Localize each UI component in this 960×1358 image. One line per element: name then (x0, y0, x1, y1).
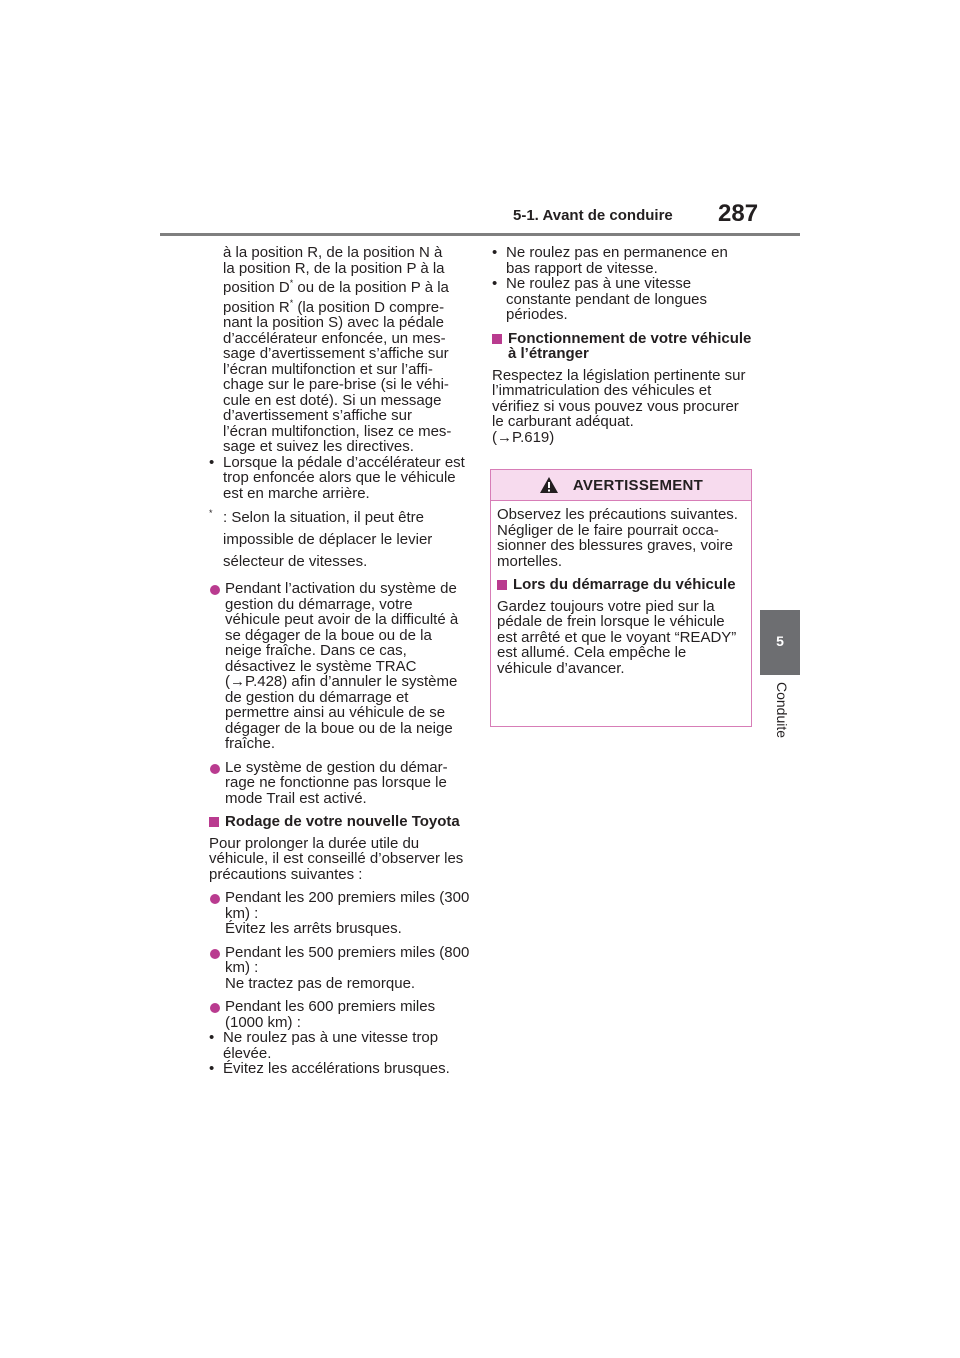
chapter-number: 5 (776, 633, 784, 649)
warning-consequence: Négliger de le faire pourrait occasionner des blessures graves, voire mortelles. (497, 521, 733, 570)
footnote-text: : Selon la situation, il peut être impossible de déplacer le levier sélecteur de vitesses. (223, 509, 433, 570)
list-item (209, 760, 471, 807)
page-number: 287 (718, 200, 759, 227)
square-bullet-icon (209, 817, 219, 827)
dash-item-text: Évitez les accélérations brusques. (223, 1060, 450, 1077)
bullet-dot-icon (210, 585, 220, 595)
heading-text: Lors du démarrage du véhicule (513, 576, 736, 593)
dash-item-text: Ne roulez pas en permanence en bas rapport de vitesse. (506, 244, 728, 277)
left-column (209, 245, 471, 1077)
warning-triangle-icon (539, 476, 559, 494)
chapter-tab[interactable] (760, 610, 800, 672)
dash-item-text: Ne roulez pas à une vitesse trop élevée. (223, 1029, 439, 1062)
bullet-dot-icon (210, 764, 220, 774)
list-item (209, 945, 471, 992)
bullet-mark: • (209, 1029, 215, 1046)
dash-item-text: Lorsque la pédale d’accélérateur est trop enfoncée alors que le véhicule est en marche arrière. (223, 453, 465, 502)
text-line: à la position R, de la position N à (223, 244, 443, 261)
list-item (209, 581, 471, 752)
heading-text: Rodage de votre nouvelle Toyota (225, 813, 460, 830)
text-line: la position R, de la position P à la (223, 259, 445, 277)
warning-body (491, 501, 751, 676)
text-line (223, 280, 471, 296)
text-fragment: position R (223, 298, 290, 316)
section-heading (492, 331, 754, 362)
text-line: cule en est doté). Si un message (223, 391, 442, 409)
dash-list-item (209, 1061, 471, 1077)
heading-text: Fonctionnement de votre véhicule à l’étranger (508, 329, 752, 362)
bullet-dot-icon (210, 894, 220, 904)
bullet-dot-icon (210, 1003, 220, 1013)
chapter-rule (760, 672, 800, 675)
section-heading (209, 814, 471, 830)
continued-paragraph (209, 245, 471, 455)
list-item (209, 890, 471, 937)
chapter-label: Conduite (774, 682, 790, 739)
text-line (223, 297, 471, 316)
square-bullet-icon (492, 334, 502, 344)
bullet-mark: • (209, 1060, 215, 1077)
page-reference[interactable]: (→P.619) (492, 428, 555, 446)
warning-intro: Observez les précautions suivantes. (497, 506, 738, 523)
list-item-text: Pendant l’activation du système de gestion du démarrage, votre véhicule peut avoir de la difficulté à se dégager de la boue ou de la neige fraîche. Dans ce cas, désactivez le système TRAC (→P.428) afin d’annuler le système de gestion du démarrage et permettre ainsi au véhicule de se dégager de la boue ou de la neige fraîche. (225, 580, 459, 752)
right-column (492, 245, 754, 445)
list-item-text: Le système de gestion du démarrage ne fonctionne pas lorsque le mode Trail est activé. (225, 758, 448, 807)
paragraph: Pour prolonger la durée utile du véhicule, il est conseillé d’observer les précautions suivantes : (209, 834, 464, 883)
text-fragment: position D (223, 279, 290, 296)
asterisk: * (289, 278, 294, 288)
dash-list-item (492, 245, 754, 276)
asterisk: * (209, 508, 213, 518)
list-item-title: Pendant les 600 premiers miles (1000 km) : (225, 998, 436, 1031)
dash-list-item (209, 455, 471, 502)
bullet-mark: • (492, 275, 498, 292)
list-item-text: Ne tractez pas de remorque. (225, 974, 416, 992)
text-line: l’écran multifonction et sur l’affi- (223, 360, 433, 378)
list-item-title: Pendant les 500 premiers miles (800 km) : (225, 943, 470, 976)
list-item-text: Évitez les arrêts brusques. (225, 920, 402, 937)
bullet-mark: • (209, 453, 215, 471)
text-line: d’accélérateur enfoncée, un mes- (223, 329, 446, 347)
section-title: 5-1. Avant de conduire (513, 207, 673, 224)
dash-list-item (209, 1030, 471, 1061)
dash-list-item (492, 276, 754, 323)
text-line: nant la position S) avec la pédale (223, 314, 444, 331)
footnote (209, 507, 471, 573)
bullet-mark: • (492, 244, 498, 261)
warning-sub-heading (497, 577, 745, 593)
paragraph: Respectez la législation pertinente sur l’immatriculation des véhicules et vérifiez si vous pouvez vous procurer le carburant adéquat. (492, 366, 746, 430)
warning-sub-text: Gardez toujours votre pied sur la pédale de frein lorsque le véhicule est arrêté et que le voyant “READY” est allumé. Cela empêche le véhicule d’avancer. (497, 597, 737, 677)
header-rule (160, 233, 800, 236)
list-item-title: Pendant les 200 premiers miles (300 km) : (225, 889, 470, 922)
dash-item-text: Ne roulez pas à une vitesse constante pendant de longues périodes. (506, 275, 707, 323)
text-fragment: (la position D compre- (293, 298, 445, 316)
warning-header (491, 470, 751, 501)
asterisk: * (289, 297, 294, 308)
square-bullet-icon (497, 580, 507, 590)
list-item (209, 999, 471, 1030)
text-line: l’écran multifonction, lisez ce mes- (223, 422, 452, 440)
text-line: d’avertissement s’affiche sur (223, 407, 412, 424)
text-line: sage d’avertissement s’affiche sur (223, 345, 449, 362)
text-fragment: ou de la position P à la (293, 279, 449, 296)
warning-title: AVERTISSEMENT (572, 476, 704, 494)
bullet-dot-icon (210, 949, 220, 959)
text-line: chage sur le pare-brise (si le véhi- (223, 376, 449, 393)
text-line: sage et suivez les directives. (223, 438, 414, 455)
warning-box (490, 469, 752, 727)
